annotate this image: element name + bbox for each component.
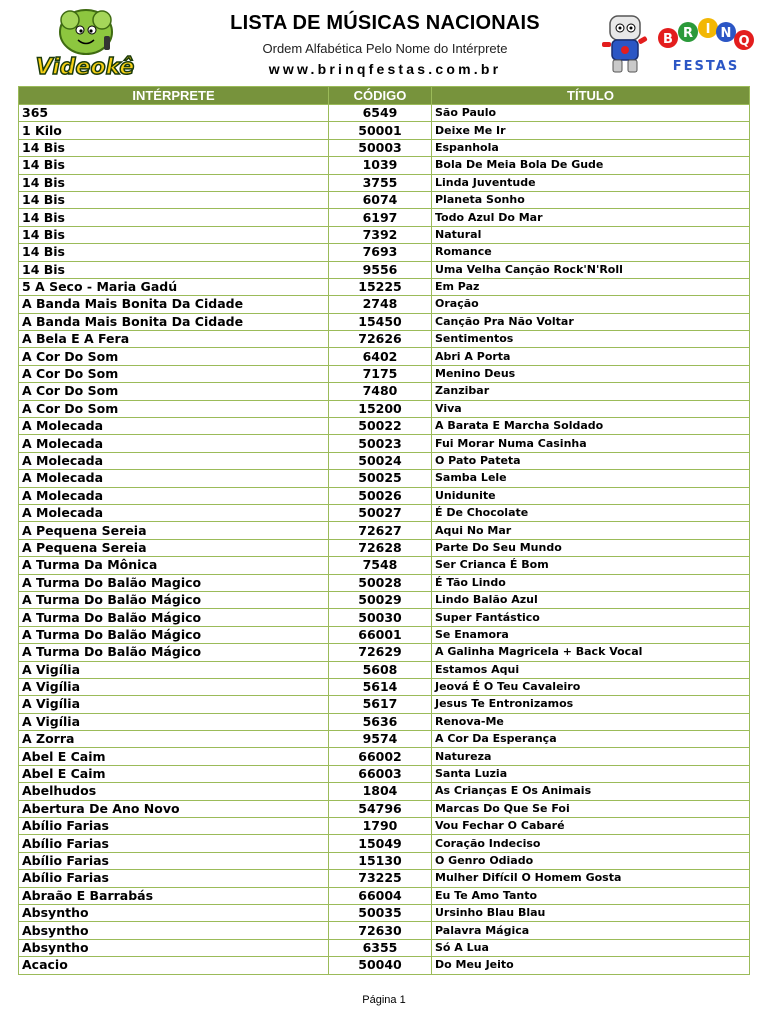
brinq-festas-logo [600,10,755,76]
cell-interprete: A Turma Do Balão Mágico [19,609,329,626]
cell-interprete: A Banda Mais Bonita Da Cidade [19,296,329,313]
cell-codigo: 1790 [329,818,432,835]
cell-codigo: 66002 [329,748,432,765]
table-header-row [19,87,750,105]
table-row [19,313,750,330]
cell-interprete: A Vigília [19,678,329,695]
cell-interprete: 14 Bis [19,244,329,261]
cell-codigo: 2748 [329,296,432,313]
cell-codigo: 5636 [329,713,432,730]
cell-interprete: A Vigília [19,713,329,730]
cell-titulo: É Tão Lindo [432,574,750,591]
cell-codigo: 50025 [329,470,432,487]
table-row [19,557,750,574]
svg-text:I: I [705,22,711,37]
cell-codigo: 72626 [329,331,432,348]
table-row [19,209,750,226]
cell-titulo: É De Chocolate [432,504,750,521]
cell-codigo: 6197 [329,209,432,226]
table-row [19,539,750,556]
cell-codigo: 5617 [329,696,432,713]
cell-codigo: 1804 [329,783,432,800]
cell-titulo: Aqui No Mar [432,522,750,539]
song-list-table [18,86,750,975]
cell-titulo: Sentimentos [432,331,750,348]
cell-codigo: 50001 [329,122,432,139]
page-subtitle: Ordem Alfabética Pelo Nome do Intérprete [262,41,508,56]
cell-titulo: Deixe Me Ir [432,122,750,139]
table-row [19,174,750,191]
cell-titulo: Só A Lua [432,939,750,956]
cell-codigo: 72628 [329,539,432,556]
cell-titulo: São Paulo [432,105,750,122]
cell-codigo: 50030 [329,609,432,626]
cell-interprete: 1 Kilo [19,122,329,139]
cell-titulo: A Cor Da Esperança [432,731,750,748]
cell-codigo: 6355 [329,939,432,956]
cell-interprete: Abílio Farias [19,852,329,869]
cell-titulo: Natural [432,226,750,243]
cell-interprete: Absyntho [19,939,329,956]
cell-titulo: Marcas Do Que Se Foi [432,800,750,817]
cell-interprete: Abel E Caim [19,748,329,765]
cell-interprete: A Pequena Sereia [19,522,329,539]
table-row [19,435,750,452]
table-row [19,800,750,817]
cell-interprete: Abelhudos [19,783,329,800]
cell-titulo: Oração [432,296,750,313]
cell-interprete: Abílio Farias [19,818,329,835]
cell-titulo: Super Fantástico [432,609,750,626]
cell-interprete: A Molecada [19,452,329,469]
cell-titulo: Palavra Mágica [432,922,750,939]
cell-interprete: A Cor Do Som [19,365,329,382]
table-row [19,348,750,365]
cell-codigo: 15200 [329,400,432,417]
cell-titulo: Uma Velha Canção Rock'N'Roll [432,261,750,278]
cell-interprete: A Banda Mais Bonita Da Cidade [19,313,329,330]
cell-codigo: 50027 [329,504,432,521]
cell-codigo: 1039 [329,157,432,174]
cell-codigo: 66004 [329,887,432,904]
cell-titulo: Parte Do Seu Mundo [432,539,750,556]
cell-titulo: Fui Morar Numa Casinha [432,435,750,452]
table-row [19,105,750,122]
table-row [19,226,750,243]
table-row [19,818,750,835]
cell-titulo: O Genro Odiado [432,852,750,869]
table-row [19,696,750,713]
table-row [19,678,750,695]
cell-codigo: 66003 [329,765,432,782]
cell-codigo: 50023 [329,435,432,452]
table-row [19,522,750,539]
cell-codigo: 50028 [329,574,432,591]
cell-interprete: A Vigília [19,696,329,713]
cell-titulo: Em Paz [432,278,750,295]
column-header-titulo: TÍTULO [432,87,750,105]
cell-codigo: 72629 [329,644,432,661]
cell-codigo: 50022 [329,418,432,435]
table-row [19,470,750,487]
cell-codigo: 5608 [329,661,432,678]
cell-interprete: 14 Bis [19,191,329,208]
cell-interprete: A Turma Do Balão Magico [19,574,329,591]
table-row [19,452,750,469]
cell-interprete: A Zorra [19,731,329,748]
cell-interprete: Abílio Farias [19,870,329,887]
cell-interprete: 14 Bis [19,226,329,243]
cell-codigo: 3755 [329,174,432,191]
table-row [19,296,750,313]
table-row [19,365,750,382]
cell-titulo: Santa Luzia [432,765,750,782]
cell-codigo: 73225 [329,870,432,887]
cell-titulo: Unidunite [432,487,750,504]
cell-titulo: Renova-Me [432,713,750,730]
cell-titulo: Linda Juventude [432,174,750,191]
cell-codigo: 50024 [329,452,432,469]
cell-codigo: 7693 [329,244,432,261]
page-header [0,0,768,84]
cell-titulo: O Pato Pateta [432,452,750,469]
cell-interprete: Acacio [19,957,329,974]
column-header-codigo: CÓDIGO [329,87,432,105]
cell-titulo: Natureza [432,748,750,765]
table-row [19,331,750,348]
cell-interprete: 14 Bis [19,157,329,174]
cell-codigo: 5614 [329,678,432,695]
table-row [19,591,750,608]
cell-titulo: Todo Azul Do Mar [432,209,750,226]
cell-codigo: 7392 [329,226,432,243]
cell-interprete: 5 A Seco - Maria Gadú [19,278,329,295]
cell-titulo: Se Enamora [432,626,750,643]
cell-interprete: A Turma Do Balão Mágico [19,591,329,608]
cell-codigo: 50029 [329,591,432,608]
cell-interprete: A Turma Do Balão Mágico [19,626,329,643]
cell-interprete: Abílio Farias [19,835,329,852]
table-row [19,661,750,678]
table-row [19,626,750,643]
page-title: LISTA DE MÚSICAS NACIONAIS [230,12,540,34]
cell-interprete: A Molecada [19,487,329,504]
table-row [19,852,750,869]
cell-codigo: 15130 [329,852,432,869]
cell-titulo: Vou Fechar O Cabaré [432,818,750,835]
cell-titulo: Romance [432,244,750,261]
cell-interprete: Abertura De Ano Novo [19,800,329,817]
table-row [19,731,750,748]
cell-titulo: Estamos Aqui [432,661,750,678]
website-url: www.brinqfestas.com.br [268,61,502,77]
cell-titulo: As Crianças E Os Animais [432,783,750,800]
table-row [19,922,750,939]
cell-titulo: A Galinha Magricela + Back Vocal [432,644,750,661]
cell-codigo: 7480 [329,383,432,400]
cell-interprete: 14 Bis [19,261,329,278]
table-row [19,748,750,765]
cell-titulo: Mulher Difícil O Homem Gosta [432,870,750,887]
cell-titulo: Coração Indeciso [432,835,750,852]
cell-codigo: 6074 [329,191,432,208]
table-row [19,157,750,174]
table-row [19,644,750,661]
cell-codigo: 9574 [329,731,432,748]
cell-titulo: Samba Lele [432,470,750,487]
cell-titulo: Lindo Balão Azul [432,591,750,608]
table-row [19,122,750,139]
cell-interprete: A Molecada [19,504,329,521]
table-row [19,887,750,904]
svg-text:FESTAS: FESTAS [672,59,740,74]
table-row [19,278,750,295]
cell-titulo: Do Meu Jeito [432,957,750,974]
column-header-interprete: INTÉRPRETE [19,87,329,105]
table-row [19,139,750,156]
svg-text:B: B [663,32,673,47]
cell-titulo: Ursinho Blau Blau [432,904,750,921]
cell-titulo: Espanhola [432,139,750,156]
table-row [19,713,750,730]
cell-interprete: A Cor Do Som [19,348,329,365]
cell-titulo: A Barata E Marcha Soldado [432,418,750,435]
cell-interprete: A Cor Do Som [19,383,329,400]
svg-text:N: N [720,26,732,41]
table-row [19,609,750,626]
table-row [19,504,750,521]
cell-interprete: 14 Bis [19,174,329,191]
cell-codigo: 15225 [329,278,432,295]
cell-titulo: Zanzibar [432,383,750,400]
cell-titulo: Ser Crianca É Bom [432,557,750,574]
cell-codigo: 72630 [329,922,432,939]
cell-codigo: 6549 [329,105,432,122]
cell-codigo: 6402 [329,348,432,365]
svg-text:Videokê: Videokê [35,55,135,78]
cell-interprete: A Bela E A Fera [19,331,329,348]
table-body [19,105,750,975]
cell-interprete: A Pequena Sereia [19,539,329,556]
svg-text:Q: Q [738,34,750,49]
cell-codigo: 15049 [329,835,432,852]
table-row [19,418,750,435]
cell-codigo: 50003 [329,139,432,156]
cell-interprete: Abel E Caim [19,765,329,782]
cell-codigo: 66001 [329,626,432,643]
page-number: Página 1 [362,994,406,1006]
cell-interprete: A Turma Do Balão Mágico [19,644,329,661]
cell-interprete: A Molecada [19,470,329,487]
cell-codigo: 54796 [329,800,432,817]
cell-titulo: Planeta Sonho [432,191,750,208]
cell-interprete: A Vigília [19,661,329,678]
cell-interprete: A Cor Do Som [19,400,329,417]
cell-codigo: 7175 [329,365,432,382]
cell-titulo: Abri A Porta [432,348,750,365]
cell-interprete: Absyntho [19,922,329,939]
table-row [19,904,750,921]
cell-titulo: Jeová É O Teu Cavaleiro [432,678,750,695]
cell-codigo: 50026 [329,487,432,504]
cell-codigo: 15450 [329,313,432,330]
table-row [19,383,750,400]
cell-interprete: Abraão E Barrabás [19,887,329,904]
cell-codigo: 50040 [329,957,432,974]
table-row [19,783,750,800]
cell-codigo: 9556 [329,261,432,278]
table-row [19,835,750,852]
table-row [19,400,750,417]
cell-interprete: 14 Bis [19,139,329,156]
cell-titulo: Jesus Te Entronizamos [432,696,750,713]
cell-titulo: Viva [432,400,750,417]
table-row [19,939,750,956]
table-row [19,957,750,974]
cell-interprete: A Molecada [19,418,329,435]
table-row [19,244,750,261]
videoke-logo [14,6,156,78]
cell-interprete: A Turma Da Mônica [19,557,329,574]
cell-codigo: 72627 [329,522,432,539]
cell-interprete: 365 [19,105,329,122]
table-row [19,487,750,504]
cell-titulo: Bola De Meia Bola De Gude [432,157,750,174]
cell-titulo: Eu Te Amo Tanto [432,887,750,904]
table-row [19,261,750,278]
table-row [19,765,750,782]
cell-codigo: 50035 [329,904,432,921]
svg-text:R: R [682,26,694,41]
cell-interprete: A Molecada [19,435,329,452]
table-row [19,870,750,887]
cell-interprete: Absyntho [19,904,329,921]
table-row [19,574,750,591]
cell-titulo: Menino Deus [432,365,750,382]
cell-titulo: Canção Pra Não Voltar [432,313,750,330]
table-row [19,191,750,208]
cell-codigo: 7548 [329,557,432,574]
cell-interprete: 14 Bis [19,209,329,226]
